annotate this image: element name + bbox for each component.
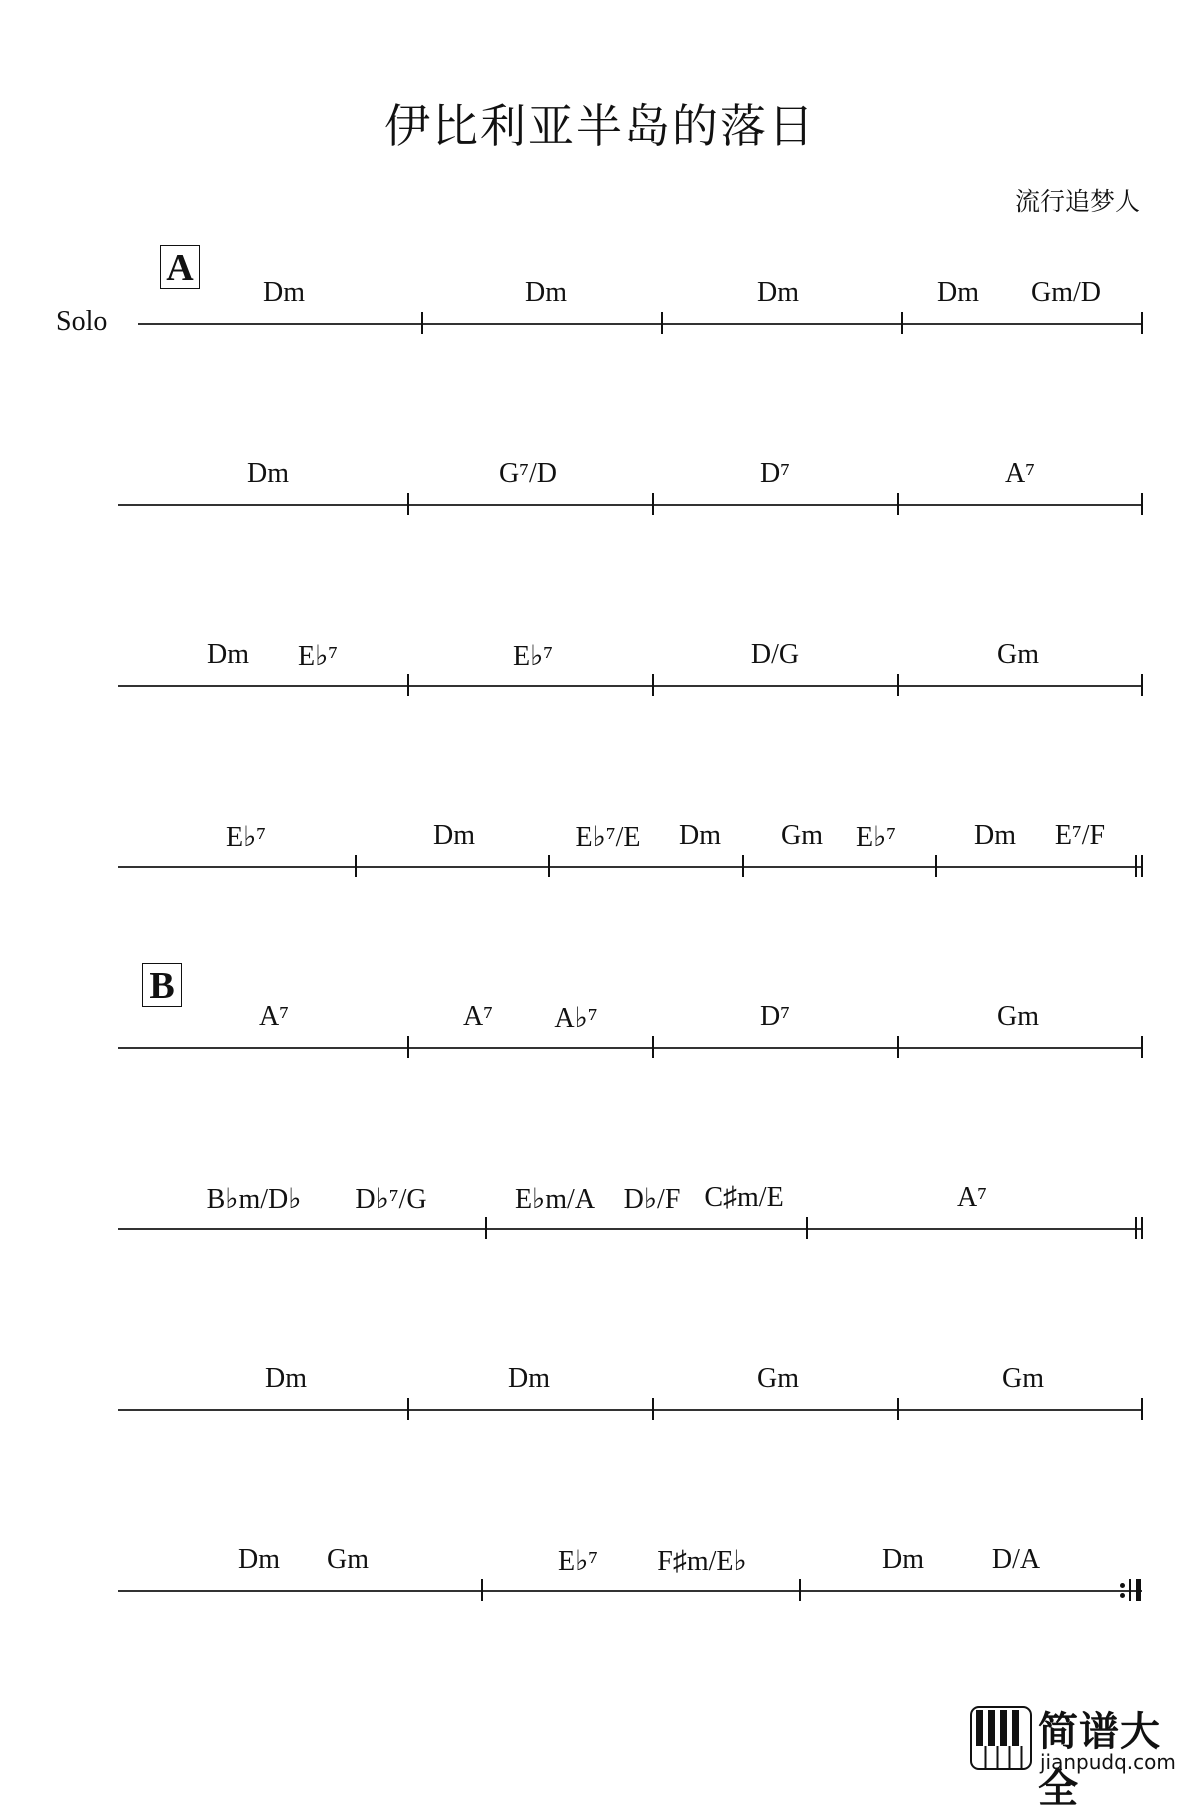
chord-symbol: Dm: [937, 277, 979, 308]
repeat-dot: [1120, 1583, 1125, 1588]
barline: [1141, 493, 1143, 515]
piano-keys-icon: [970, 1706, 1032, 1770]
chord-symbol: Dm: [238, 1544, 280, 1575]
chord-symbol: Dm: [679, 820, 721, 851]
chord-symbol: A⁷: [259, 1001, 289, 1032]
chord-symbol: E♭⁷: [557, 1546, 599, 1577]
barline: [652, 493, 654, 515]
double-barline: [1135, 1217, 1137, 1239]
chord-symbol: A♭⁷: [554, 1003, 598, 1034]
chord-symbol: Dm: [757, 277, 799, 308]
logo-name: 简谱大全: [1038, 1709, 1161, 1812]
chord-symbol: Dm: [525, 277, 567, 308]
chord-symbol: D⁷: [760, 1001, 790, 1032]
barline: [485, 1217, 487, 1239]
staff-line: [138, 323, 1142, 325]
staff-line: [118, 504, 1142, 506]
instrument-label: Solo: [56, 306, 108, 337]
chord-symbol: A⁷: [1005, 458, 1035, 489]
double-barline: [1135, 855, 1137, 877]
chord-symbol: Gm: [1002, 1363, 1044, 1394]
logo-url: jianpudq.com: [1040, 1750, 1176, 1774]
chord-symbol: D♭/F: [623, 1184, 681, 1215]
site-logo: [970, 1700, 1196, 1812]
repeat-dot: [1120, 1593, 1125, 1598]
double-barline: [1141, 855, 1143, 877]
chord-symbol: Gm: [781, 820, 823, 851]
barline: [901, 312, 903, 334]
chord-symbol: B♭m/D♭: [206, 1184, 302, 1215]
barline: [806, 1217, 808, 1239]
barline: [652, 1398, 654, 1420]
barline: [742, 855, 744, 877]
barline: [548, 855, 550, 877]
barline: [1141, 312, 1143, 334]
barline: [407, 493, 409, 515]
barline: [935, 855, 937, 877]
barline: [897, 493, 899, 515]
chord-symbol: E♭⁷: [297, 641, 339, 672]
chord-symbol: C♯m/E: [704, 1182, 784, 1213]
staff-line: [118, 1228, 1142, 1230]
chord-symbol: Dm: [508, 1363, 550, 1394]
song-title: 伊比利亚半岛的落日: [384, 99, 816, 153]
barline: [1141, 1036, 1143, 1058]
composer-name: 流行追梦人: [1014, 187, 1140, 216]
chord-symbol: D⁷: [760, 458, 790, 489]
barline: [1141, 1398, 1143, 1420]
chord-symbol: Dm: [433, 820, 475, 851]
barline: [407, 674, 409, 696]
chord-symbol: D/A: [991, 1544, 1041, 1575]
chord-symbol: E♭⁷: [855, 822, 897, 853]
barline: [652, 1036, 654, 1058]
chord-symbol: Dm: [247, 458, 289, 489]
chord-symbol: E♭m/A: [514, 1184, 596, 1215]
chord-symbol: Gm/D: [1031, 277, 1101, 308]
chord-symbol: E⁷/F: [1054, 820, 1106, 851]
staff-line: [118, 1409, 1142, 1411]
barline: [407, 1036, 409, 1058]
chord-symbol: E♭⁷: [225, 822, 267, 853]
chord-symbol: E♭⁷: [512, 641, 554, 672]
staff-line: [118, 866, 1142, 868]
barline: [897, 1036, 899, 1058]
chord-symbol: Dm: [207, 639, 249, 670]
barline: [661, 312, 663, 334]
chord-symbol: A⁷: [957, 1182, 987, 1213]
double-barline: [1141, 1217, 1143, 1239]
staff-line: [118, 1047, 1142, 1049]
barline: [799, 1579, 801, 1601]
barline: [897, 674, 899, 696]
chord-symbol: Dm: [265, 1363, 307, 1394]
chord-symbol: Dm: [263, 277, 305, 308]
barline: [421, 312, 423, 334]
barline: [897, 1398, 899, 1420]
chord-symbol: A⁷: [463, 1001, 493, 1032]
chord-symbol: Gm: [757, 1363, 799, 1394]
rehearsal-mark-b: B: [142, 963, 182, 1007]
staff-line: [118, 1590, 1142, 1592]
barline: [481, 1579, 483, 1601]
chord-symbol: F♯m/E♭: [657, 1546, 747, 1577]
barline: [1141, 674, 1143, 696]
chord-symbol: E♭⁷/E: [575, 822, 641, 853]
end-repeat-barline: [1136, 1579, 1141, 1601]
chord-symbol: Gm: [327, 1544, 369, 1575]
chord-symbol: D♭⁷/G: [355, 1184, 427, 1215]
chord-symbol: Gm: [997, 639, 1039, 670]
staff-line: [118, 685, 1142, 687]
end-repeat-barline: [1129, 1579, 1131, 1601]
chord-symbol: Dm: [882, 1544, 924, 1575]
barline: [652, 674, 654, 696]
barline: [355, 855, 357, 877]
chord-symbol: G⁷/D: [499, 458, 557, 489]
chord-symbol: D/G: [750, 639, 800, 670]
rehearsal-mark-a: A: [160, 245, 200, 289]
chord-symbol: Dm: [974, 820, 1016, 851]
barline: [407, 1398, 409, 1420]
chord-symbol: Gm: [997, 1001, 1039, 1032]
